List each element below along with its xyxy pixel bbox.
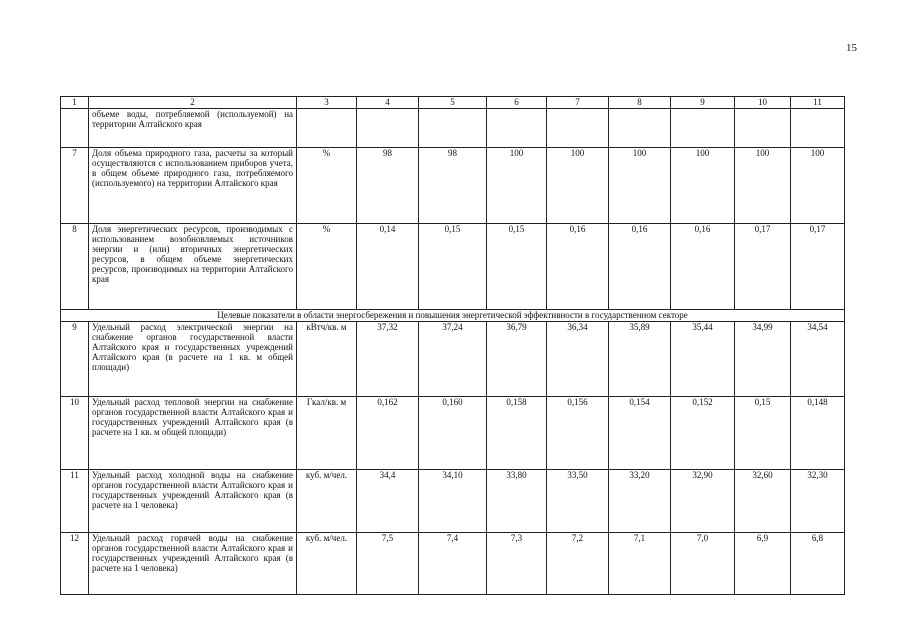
value-cell: 0,15: [487, 224, 547, 310]
value-cell: 33,20: [609, 470, 671, 533]
value-cell: 32,90: [671, 470, 735, 533]
table-row: [61, 224, 845, 310]
section-title: Целевые показатели в области энергосбережения и повышения энергетической эффективности в государственном секторе: [61, 310, 845, 322]
column-header: 7: [547, 97, 609, 109]
table-row: [61, 533, 845, 595]
value-cell: 0,15: [735, 397, 791, 470]
unit-cell: Гкал/кв. м: [297, 397, 357, 470]
value-cell: 100: [547, 148, 609, 224]
value-cell: 0,14: [357, 224, 419, 310]
value-cell: 7,4: [419, 533, 487, 595]
value-cell: 0,17: [735, 224, 791, 310]
value-cell: 100: [791, 148, 845, 224]
indicators-table: [60, 96, 845, 595]
value-cell: 0,17: [791, 224, 845, 310]
unit-cell: %: [297, 224, 357, 310]
value-cell: 0,154: [609, 397, 671, 470]
indicator-name-cell: Доля объема природного газа, расчеты за который осуществляются с использованием приборов учета, в общем объеме природного газа, потребляемого (используемого) на территории Алтайского края: [89, 148, 297, 224]
table-row: [61, 322, 845, 397]
row-number-cell: [61, 109, 89, 148]
value-cell: 0,16: [671, 224, 735, 310]
column-header: 2: [89, 97, 297, 109]
value-cell: 33,50: [547, 470, 609, 533]
value-cell: 0,152: [671, 397, 735, 470]
value-cell: 32,60: [735, 470, 791, 533]
indicator-name-cell: Удельный расход холодной воды на снабжение органов государственной власти Алтайского края и государственных учреждений Алтайского края (в расчете на 1 человека): [89, 470, 297, 533]
value-cell: 35,44: [671, 322, 735, 397]
column-header: 11: [791, 97, 845, 109]
value-cell: 100: [609, 148, 671, 224]
value-cell: 0,156: [547, 397, 609, 470]
table-row: [61, 397, 845, 470]
value-cell: 34,99: [735, 322, 791, 397]
column-header: 10: [735, 97, 791, 109]
indicator-name-cell: Удельный расход горячей воды на снабжение органов государственной власти Алтайского края и государственных учреждений Алтайского края (в расчете на 1 человека): [89, 533, 297, 595]
value-cell: 100: [735, 148, 791, 224]
column-header: 3: [297, 97, 357, 109]
value-cell: 7,5: [357, 533, 419, 595]
indicator-name-cell: Удельный расход электрической энергии на снабжение органов государственной власти Алтайского края и государственных учреждений Алтайского края (в расчете на 1 кв. м общей площади): [89, 322, 297, 397]
value-cell: 32,30: [791, 470, 845, 533]
indicator-name-cell: объеме воды, потребляемой (используемой) на территории Алтайского края: [89, 109, 297, 148]
value-cell: 34,54: [791, 322, 845, 397]
header-row: [61, 97, 845, 109]
value-cell: 0,148: [791, 397, 845, 470]
section-heading-row: [61, 310, 845, 322]
column-header: 8: [609, 97, 671, 109]
unit-cell: [297, 109, 357, 148]
value-cell: 0,162: [357, 397, 419, 470]
row-number-cell: 10: [61, 397, 89, 470]
unit-cell: кВтч/кв. м: [297, 322, 357, 397]
value-cell: 0,15: [419, 224, 487, 310]
value-cell: 37,32: [357, 322, 419, 397]
value-cell: 7,3: [487, 533, 547, 595]
value-cell: 36,79: [487, 322, 547, 397]
indicator-name-cell: Доля энергетических ресурсов, производимых с использованием возобновляемых источников энергии и (или) вторичных энергетических ресурсов, в общем объеме энергетических ресурсов, производимых на территории Алтайского края: [89, 224, 297, 310]
unit-cell: куб. м/чел.: [297, 470, 357, 533]
column-header: 6: [487, 97, 547, 109]
value-cell: 37,24: [419, 322, 487, 397]
value-cell: 0,160: [419, 397, 487, 470]
column-header: 9: [671, 97, 735, 109]
value-cell: 0,158: [487, 397, 547, 470]
value-cell: 33,80: [487, 470, 547, 533]
value-cell: 0,16: [547, 224, 609, 310]
column-header: 1: [61, 97, 89, 109]
value-cell: 100: [671, 148, 735, 224]
indicator-name-cell: Удельный расход тепловой энергии на снабжение органов государственной власти Алтайского края и государственных учреждений Алтайского края (в расчете на 1 кв. м общей площади): [89, 397, 297, 470]
value-cell: 36,34: [547, 322, 609, 397]
unit-cell: куб. м/чел.: [297, 533, 357, 595]
value-cell: 7,2: [547, 533, 609, 595]
value-cell: 6,9: [735, 533, 791, 595]
page-number: 15: [846, 42, 857, 54]
value-cell: 34,10: [419, 470, 487, 533]
row-number-cell: 8: [61, 224, 89, 310]
table-row: [61, 470, 845, 533]
row-number-cell: 7: [61, 148, 89, 224]
column-header: 5: [419, 97, 487, 109]
value-cell: 100: [487, 148, 547, 224]
value-cell: 34,4: [357, 470, 419, 533]
value-cell: 0,16: [609, 224, 671, 310]
value-cell: 98: [357, 148, 419, 224]
column-header: 4: [357, 97, 419, 109]
row-number-cell: 11: [61, 470, 89, 533]
value-cell: 35,89: [609, 322, 671, 397]
row-number-cell: 9: [61, 322, 89, 397]
table-row-continued: [61, 109, 845, 148]
value-cell: 7,1: [609, 533, 671, 595]
value-cell: 7,0: [671, 533, 735, 595]
table-row: [61, 148, 845, 224]
value-cell: 98: [419, 148, 487, 224]
value-cell: 6,8: [791, 533, 845, 595]
row-number-cell: 12: [61, 533, 89, 595]
unit-cell: %: [297, 148, 357, 224]
